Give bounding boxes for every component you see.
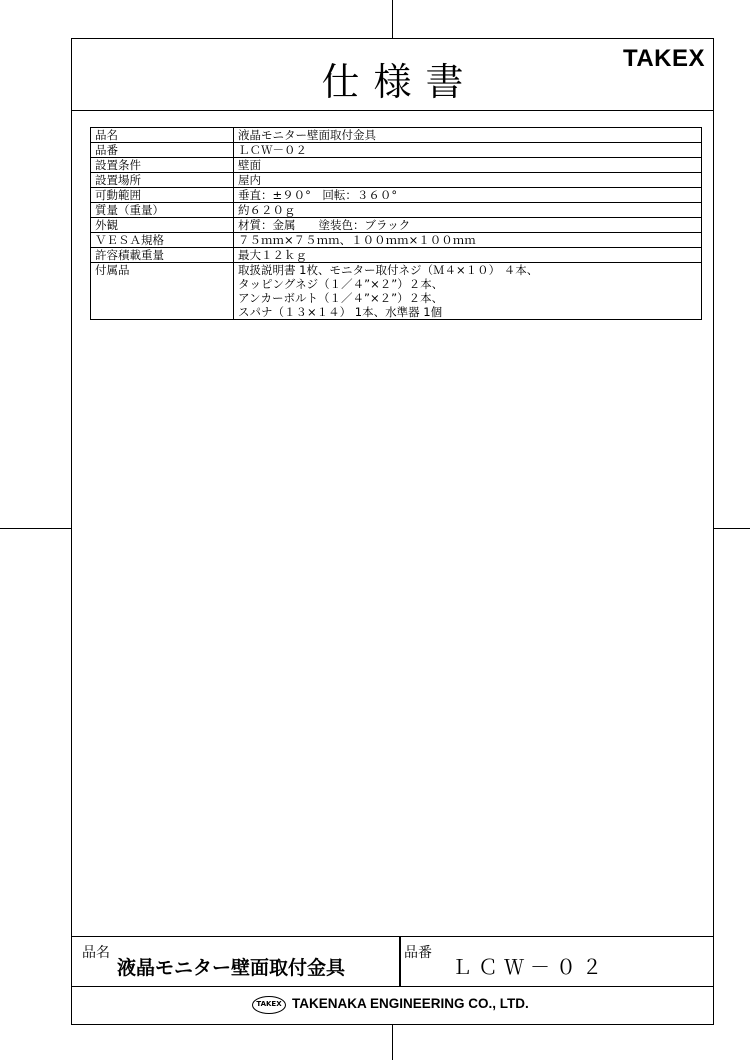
spec-key: 品番 [91,143,234,158]
spec-value-line: アンカーボルト（１／４”×２”）２本、 [238,291,444,305]
title-block-product-row [72,937,713,987]
spec-value-line: 屋内 [238,173,261,187]
spec-value [234,128,702,143]
spec-row [91,188,702,203]
spec-value-line: ＬＣＷ－０２ [238,143,307,157]
spec-value [234,263,702,320]
spec-value-line: スパナ（１３×１４） 1本、水準器 1個 [238,305,443,319]
spec-key: 可動範囲 [91,188,234,203]
spec-sheet [71,38,714,1025]
spec-value-line: 最大１２ｋｇ [238,248,307,262]
spec-value [234,143,702,158]
product-code-value: ＬＣＷ－０２ [452,955,608,979]
spec-key: 許容積載重量 [91,248,234,263]
company-name: TAKENAKA ENGINEERING CO., LTD. [292,996,529,1011]
spec-row [91,248,702,263]
product-name-value: 液晶モニター壁面取付金具 [117,957,346,979]
brand-logo: TAKEX [622,45,705,72]
spec-value [234,203,702,218]
title-block [72,936,713,1024]
product-code-label: 品番 [404,945,432,961]
spec-value-line: ７５ｍｍ×７５ｍｍ、１００ｍｍ×１００ｍｍ [238,233,476,247]
spec-key: 設置条件 [91,158,234,173]
sheet-header [72,39,713,111]
company-row [72,987,713,1023]
spec-row [91,128,702,143]
company-logo: TAKEX [252,996,286,1014]
spec-key: 質量（重量） [91,203,234,218]
spec-value [234,188,702,203]
spec-table [90,127,702,320]
spec-key: 外観 [91,218,234,233]
spec-value-line: 壁面 [238,158,261,172]
crop-mark-bottom [392,1025,393,1060]
spec-row [91,158,702,173]
spec-value-line: 約６２０ｇ [238,203,296,217]
spec-key: ＶＥＳＡ規格 [91,233,234,248]
page-title: 仕様書 [321,60,478,104]
spec-value-line: 材質：金属 塗装色：ブラック [238,218,411,232]
crop-mark-right [714,528,750,529]
spec-row [91,263,702,320]
spec-value-line: 取扱説明書 1枚、モニター取付ネジ（Ｍ４×１０） ４本、 [238,263,539,277]
spec-value [234,248,702,263]
spec-row [91,203,702,218]
spec-key: 設置場所 [91,173,234,188]
spec-value [234,173,702,188]
spec-value [234,233,702,248]
spec-value-line: 垂直：±９０° 回転：３６０° [238,188,398,202]
spec-key: 付属品 [91,263,234,320]
spec-value-line: 液晶モニター壁面取付金具 [238,128,376,142]
spec-row [91,218,702,233]
spec-value-line: タッピングネジ（１／４”×２”）２本、 [238,277,444,291]
crop-mark-top [392,0,393,38]
product-name-label: 品名 [82,945,110,961]
spec-row [91,143,702,158]
spec-row [91,233,702,248]
title-block-divider [399,937,401,987]
spec-value [234,218,702,233]
spec-value [234,158,702,173]
crop-mark-left [0,528,71,529]
spec-row [91,173,702,188]
spec-key: 品名 [91,128,234,143]
